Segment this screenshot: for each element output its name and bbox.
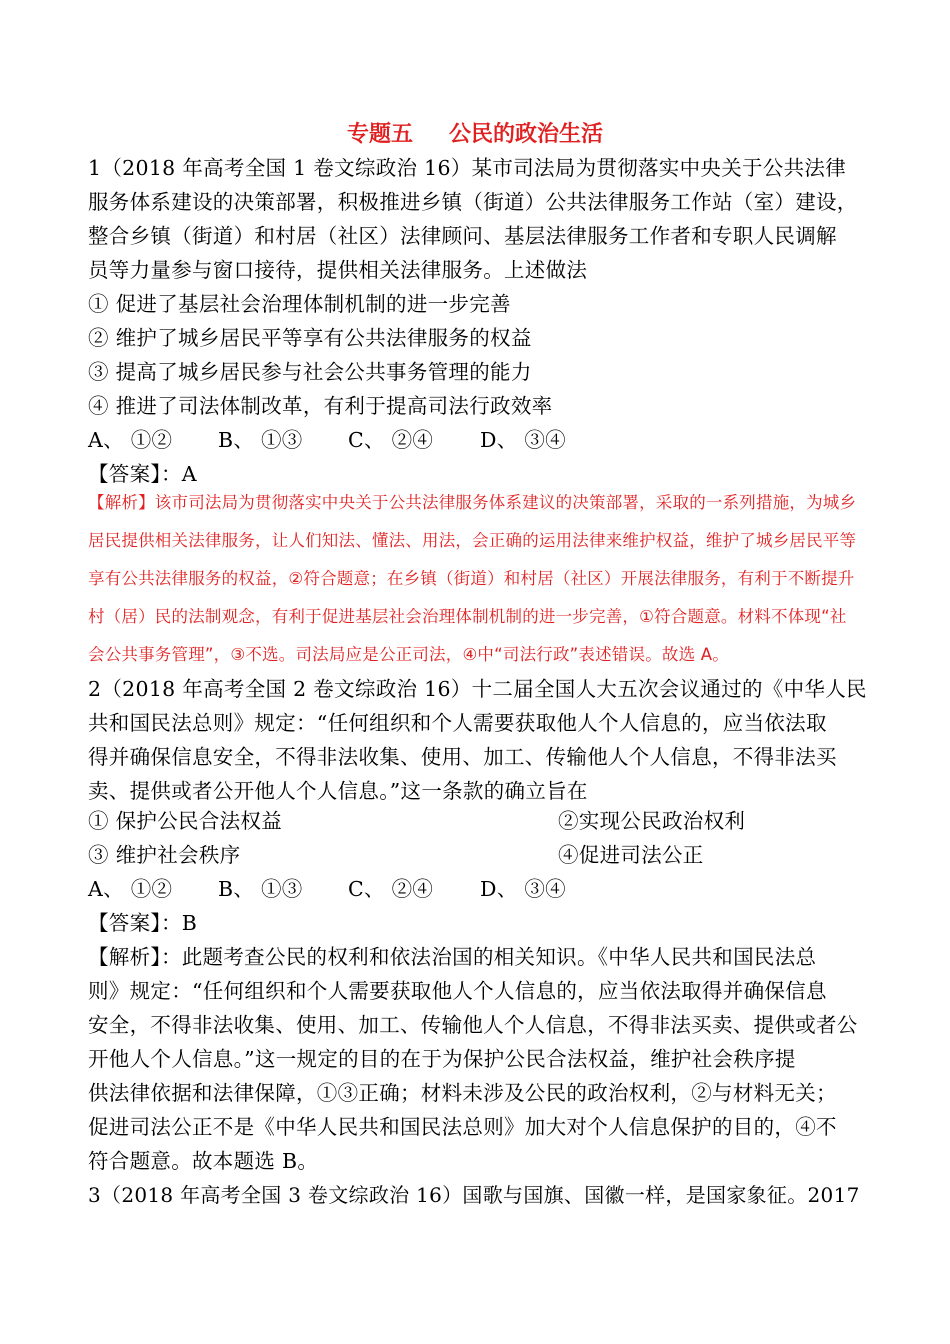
q1-analysis-line: 【解析】该市司法局为贯彻落实中央关于公共法律服务体系建议的决策部署，采取的一系列措施，为城乡 bbox=[88, 493, 857, 512]
q1-item: ④ 推进了司法体制改革，有利于提高司法行政效率 bbox=[88, 394, 553, 418]
q1-answer: 【答案】：A bbox=[88, 462, 197, 486]
q2-analysis-line: 则》规定：“任何组织和个人需要获取他人个人信息的，应当依法取得并确保信息 bbox=[88, 979, 827, 1003]
q2-choice-b: B、 ①③ bbox=[218, 877, 303, 901]
q2-choice-d: D、 ③④ bbox=[480, 877, 566, 901]
q2-item: ②实现公民政治权利 bbox=[558, 809, 746, 833]
q2-item: ① 保护公民合法权益 bbox=[88, 809, 283, 833]
q2-item-row bbox=[88, 838, 868, 872]
q1-stem-line: 整合乡镇（街道）和村居（社区）法律顾问、基层法律服务工作者和专职人民调解 bbox=[88, 224, 837, 248]
q2-choices bbox=[88, 872, 868, 906]
title-topic-name: 公民的政治生活 bbox=[449, 121, 604, 147]
q1-choices bbox=[88, 423, 868, 457]
title-topic-number: 专题五 bbox=[346, 121, 413, 147]
q1-choice-c: C、 ②④ bbox=[348, 428, 434, 452]
q2-analysis-line: 【解析】：此题考查公民的权利和依法治国的相关知识。《中华人民共和国民法总 bbox=[88, 945, 817, 969]
q1-choice-a: A、 ①② bbox=[88, 428, 173, 452]
q1-item: ② 维护了城乡居民平等享有公共法律服务的权益 bbox=[88, 326, 532, 350]
q2-stem-line: 得并确保信息安全，不得非法收集、使用、加工、传输他人个人信息，不得非法买 bbox=[88, 745, 837, 769]
q2-stem-line: 卖、提供或者公开他人个人信息。”这一条款的确立旨在 bbox=[88, 779, 588, 803]
q2-stem-line: 2（2018 年高考全国 2 卷文综政治 16）十二届全国人大五次会议通过的《中华人民 bbox=[88, 677, 867, 701]
page-title bbox=[0, 118, 950, 150]
q2-answer: 【答案】：B bbox=[88, 911, 198, 935]
q1-choice-b: B、 ①③ bbox=[218, 428, 303, 452]
q1-stem-line: 服务体系建设的决策部署，积极推进乡镇（街道）公共法律服务工作站（室）建设， bbox=[88, 190, 858, 214]
q1-analysis-line: 居民提供相关法律服务，让人们知法、懂法、用法，会正确的运用法律来维护权益，维护了城乡居民平等 bbox=[88, 531, 857, 550]
q1-item: ③ 提高了城乡居民参与社会公共事务管理的能力 bbox=[88, 360, 532, 384]
q1-analysis-line: 村（居）民的法制观念，有利于促进基层社会治理体制机制的进一步完善，①符合题意。材料不体现“社 bbox=[88, 607, 847, 626]
q2-item: ③ 维护社会秩序 bbox=[88, 843, 241, 867]
q2-analysis-line: 促进司法公正不是《中华人民共和国民法总则》加大对个人信息保护的目的，④不 bbox=[88, 1115, 837, 1139]
q2-choice-c: C、 ②④ bbox=[348, 877, 434, 901]
q1-analysis-line: 享有公共法律服务的权益，②符合题意；在乡镇（街道）和村居（社区）开展法律服务，有利于不断提升 bbox=[88, 569, 855, 588]
q2-choice-a: A、 ①② bbox=[88, 877, 173, 901]
q1-stem-line: 员等力量参与窗口接待，提供相关法律服务。上述做法 bbox=[88, 258, 588, 282]
q1-choice-d: D、 ③④ bbox=[480, 428, 566, 452]
q1-stem-line: 1（2018 年高考全国 1 卷文综政治 16）某市司法局为贯彻落实中央关于公共法律 bbox=[88, 156, 847, 180]
q2-item-row bbox=[88, 804, 868, 838]
q1-analysis-line: 会公共事务管理”，③不选。司法局应是公正司法，④中“司法行政”表述错误。故选 A。 bbox=[88, 645, 729, 664]
q1-item: ① 促进了基层社会治理体制机制的进一步完善 bbox=[88, 292, 511, 316]
q2-analysis-line: 安全，不得非法收集、使用、加工、传输他人个人信息，不得非法买卖、提供或者公 bbox=[88, 1013, 858, 1037]
q2-item: ④促进司法公正 bbox=[558, 843, 704, 867]
q2-analysis-line: 供法律依据和法律保障，①③正确；材料未涉及公民的政治权利，②与材料无关； bbox=[88, 1081, 837, 1105]
q2-analysis-line: 符合题意。故本题选 B。 bbox=[88, 1149, 319, 1173]
q3-stem-line: 3（2018 年高考全国 3 卷文综政治 16）国歌与国旗、国徽一样，是国家象征。2017 bbox=[88, 1183, 860, 1207]
q2-stem-line: 共和国民法总则》规定：“任何组织和个人需要获取他人个人信息的，应当依法取 bbox=[88, 711, 827, 735]
q2-analysis-line: 开他人个人信息。”这一规定的目的在于为保护公民合法权益，维护社会秩序提 bbox=[88, 1047, 796, 1071]
